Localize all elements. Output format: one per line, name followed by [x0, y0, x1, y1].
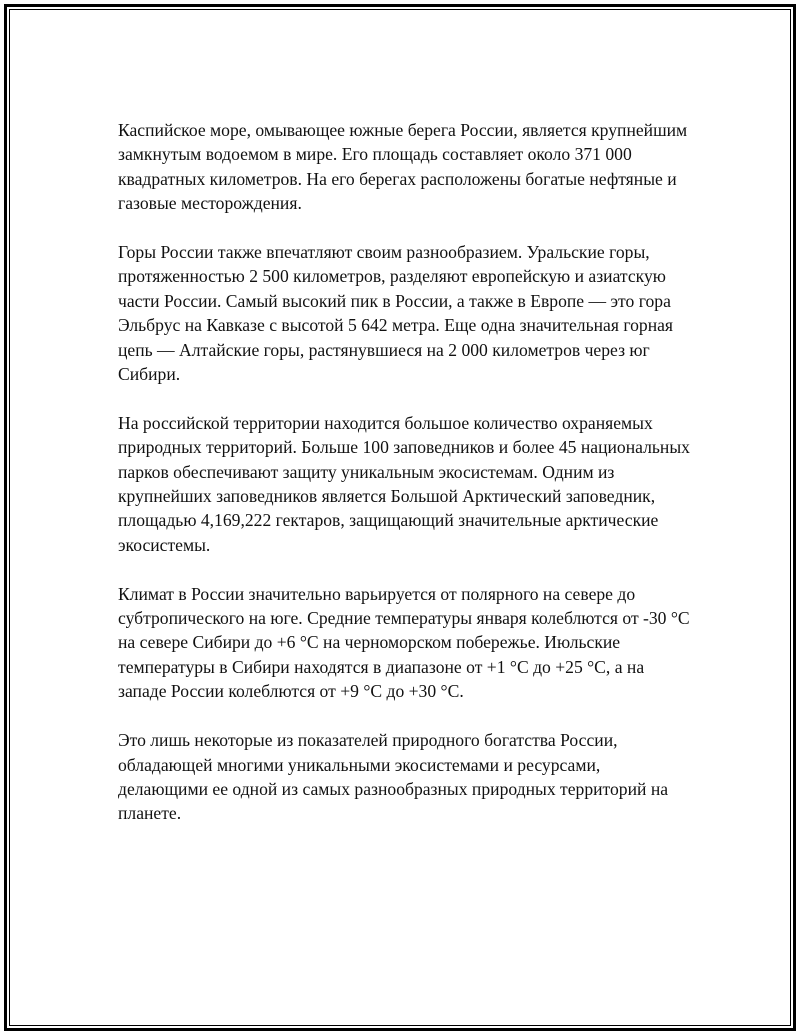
paragraph-mountains: Горы России также впечатляют своим разнообразием. Уральские горы, протяженностью 2 500 километров, разделяют европейскую и азиатскую части России. Самый высокий пик в России, а также в Европе — это гора Эльбрус на Кавказе с высотой 5 642 метра. Еще одна значительная горная цепь — Алтайские горы, растянувшиеся на 2 000 километров через юг Сибири.: [118, 242, 674, 385]
paragraph-caspian-sea: Каспийское море, омывающее южные берега России, является крупнейшим замкнутым водоемом в мире. Его площадь составляет около 371 000 квадратных километров. На его берегах расположены богатые нефтяные и газовые месторождения.: [118, 120, 688, 214]
paragraph-protected-areas: На российской территории находится большое количество охраняемых природных территорий. Больше 100 заповедников и более 45 национальных парков обеспечивают защиту уникальным экосистемам. Одним из крупнейших заповедников является Большой Арктический заповедник, площадью 4,169,222 гектаров, защищающий значительные арктические экосистемы.: [118, 412, 690, 555]
paragraph-conclusion: Это лишь некоторые из показателей природного богатства России, обладающей многими уникальными экосистемами и ресурсами, делающими ее одной из самых разнообразных природных территорий на планете.: [118, 730, 669, 824]
paragraph-climate: Климат в России значительно варьируется от полярного на севере до субтропического на юге. Средние температуры января колеблются от -30 °C на севере Сибири до +6 °C на черноморском побережье. Июльские температуры в Сибири находятся в диапазоне от +1 °C до +25 °C, а на западе России колеблются от +9 °C до +30 °C.: [118, 583, 690, 702]
document-body: [118, 118, 693, 850]
